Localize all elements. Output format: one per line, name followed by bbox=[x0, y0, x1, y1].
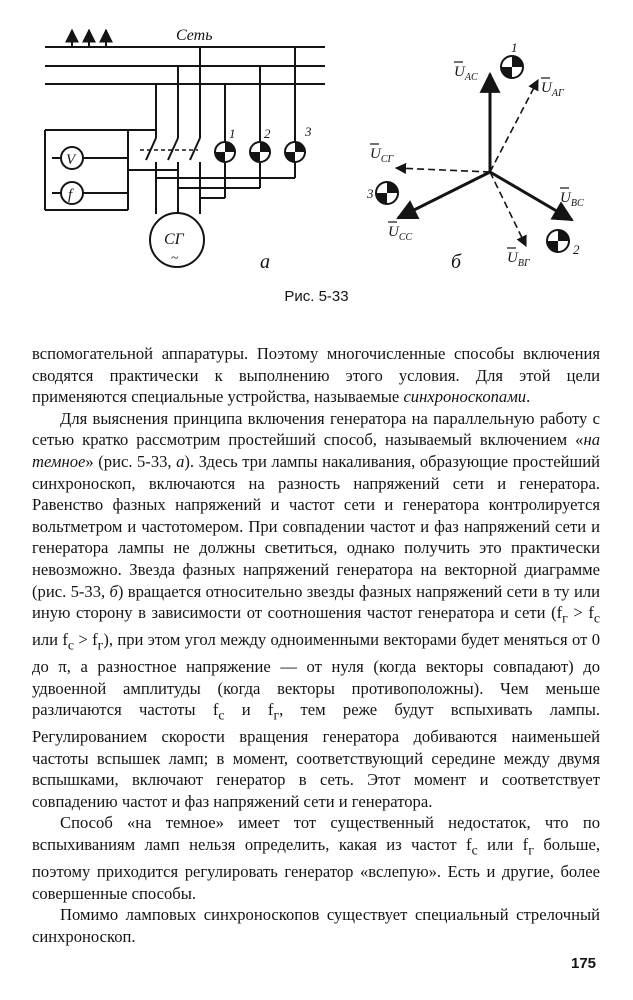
label-u-cg: $U_{CГ}$ bbox=[370, 146, 394, 165]
paragraph-1: вспомогательной аппаратуры. Поэтому многочисленные способы включения сводятся практически к выполнению этого условия. Для этой цели применяются специальные устройства, называемые синхроноскопами. bbox=[32, 344, 600, 407]
label-u-bc: $U_{BC}$ bbox=[560, 190, 584, 209]
generator-label: СГ bbox=[164, 231, 184, 248]
page-number: 175 bbox=[571, 955, 597, 972]
generator-symbol: ~ bbox=[171, 251, 179, 266]
lamp-2 bbox=[250, 142, 270, 162]
vector-u-ag bbox=[490, 80, 538, 172]
vector-lamp-1 bbox=[501, 56, 523, 78]
vector-overbars bbox=[370, 62, 569, 248]
vector-u-cc bbox=[398, 172, 490, 218]
frequency-meter-label: f bbox=[68, 187, 73, 203]
label-u-ac: $U_{AC}$ bbox=[454, 64, 478, 83]
circuit-diagram bbox=[45, 30, 325, 214]
panel-b-label: б bbox=[451, 251, 462, 273]
vector-lamp-2 bbox=[547, 230, 569, 252]
body-text bbox=[32, 343, 600, 947]
label-u-cc: $U_{CC}$ bbox=[388, 224, 413, 243]
vector-lamp-3-label: 3 bbox=[367, 186, 374, 201]
panel-a-label: а bbox=[260, 251, 270, 273]
lamp-3-label: 3 bbox=[305, 124, 312, 139]
lamp-2-label: 2 bbox=[264, 126, 271, 141]
network-label: Сеть bbox=[176, 27, 213, 44]
lamp-1-label: 1 bbox=[229, 126, 236, 141]
lamp-3 bbox=[285, 142, 305, 162]
lamp-1 bbox=[215, 142, 235, 162]
figure-caption: Рис. 5-33 bbox=[284, 288, 349, 305]
label-u-ag: $U_{AГ}$ bbox=[541, 80, 564, 99]
figure-drawing bbox=[0, 0, 633, 290]
vector-lamp-1-label: 1 bbox=[511, 40, 518, 55]
vector-lamp-3 bbox=[376, 182, 398, 204]
vector-diagram bbox=[396, 74, 572, 246]
vector-u-cg bbox=[396, 168, 490, 172]
voltmeter-label: V bbox=[66, 152, 76, 168]
vector-lamp-2-label: 2 bbox=[573, 242, 580, 257]
paragraph-2: Для выяснения принципа включения генератора на параллельную работу с сетью кратко рассмотрим простейший способ, называемый включением «на темное» (рис. 5-33, а). Здесь три лампы накаливания, образующие простейший синхроноскоп, включаются на разность напряжений сети и генератора. Равенство фазных напряжений и частот сети и генератора контролируется вольтметром и частотомером. При совпадении частот и фаз напряжений сети и генератора лампы не должны светиться, однако получить это практически невозможно. Звезда фазных напряжений генератора на векторной диаграмме (рис. 5-33, б) вращается относительно звезды фазных напряжений сети в ту или иную сторону в зависимости от соотношения частот генератора и сети ($f_г > f_с$ или $f_с > f_г$), при этом угол между одноименными векторами будет меняться от 0 до π, а разностное напряжение — от нуля (когда векторы совпадают) до удвоенной амплитуды (когда векторы противоположны). Чем меньше различаются частоты $f_с$ и $f_г$, тем реже будут вспыхивать лампы. Регулированием скорости вращения генератора добиваются наименьшей частоты вспышек ламп; в момент, соответствующий середине между двумя вспышками, включают генератор в сеть. Этот момент и соответствует совпадению частот и фаз напряжений сети и генератора. bbox=[32, 408, 601, 811]
label-u-bg: $U_{BГ}$ bbox=[507, 250, 530, 269]
paragraph-3: Способ «на темное» имеет тот существенный недостаток, что по вспыхиваниям ламп нельзя определить, какая из частот $f_с$ или $f_г$ больше, поэтому приходится регулировать генератор «вслепую». Есть и другие, более совершенные способы. bbox=[32, 813, 600, 903]
paragraph-4: Помимо ламповых синхроноскопов существует специальный стрелочный синхроноскоп. bbox=[32, 905, 600, 946]
figure-5-33 bbox=[0, 0, 633, 320]
